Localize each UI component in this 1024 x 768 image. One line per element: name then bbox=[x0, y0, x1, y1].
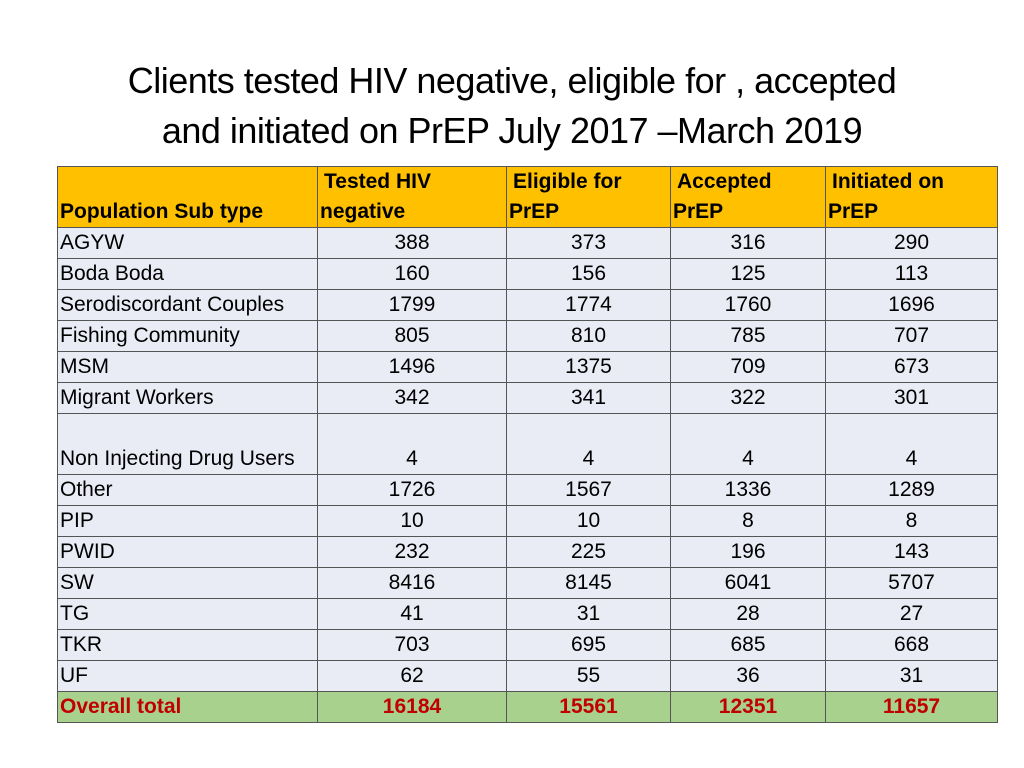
eligible-for-prep-cell: 810 bbox=[507, 321, 671, 352]
initiated-on-prep-cell: 27 bbox=[826, 599, 998, 630]
table-row bbox=[58, 599, 998, 630]
slide-title bbox=[0, 56, 1024, 156]
initiated-on-prep-cell: 668 bbox=[826, 630, 998, 661]
accepted-prep-cell: 685 bbox=[671, 630, 826, 661]
header-line-2: Population Sub type bbox=[60, 200, 263, 223]
header-line-1: Tested HIV bbox=[324, 170, 431, 193]
population-sub-type-cell: MSM bbox=[58, 352, 318, 383]
initiated-on-prep-cell: 8 bbox=[826, 506, 998, 537]
table-row bbox=[58, 414, 998, 475]
eligible-for-prep-cell: 55 bbox=[507, 661, 671, 692]
eligible-for-prep-cell: 4 bbox=[507, 414, 671, 475]
table-header-row bbox=[58, 167, 998, 228]
accepted-prep-cell: 1760 bbox=[671, 290, 826, 321]
initiated-on-prep-cell: 673 bbox=[826, 352, 998, 383]
title-line-1: Clients tested HIV negative, eligible for , accepted bbox=[127, 60, 897, 101]
accepted-prep-cell: 196 bbox=[671, 537, 826, 568]
header-line-2: PrEP bbox=[673, 200, 724, 223]
initiated-on-prep-cell: 143 bbox=[826, 537, 998, 568]
tested-hiv-negative-cell: 1799 bbox=[318, 290, 507, 321]
initiated-on-prep-cell: 1696 bbox=[826, 290, 998, 321]
tested-hiv-negative-cell: 703 bbox=[318, 630, 507, 661]
table-row bbox=[58, 506, 998, 537]
header-eligible-for-prep bbox=[507, 167, 671, 228]
tested-hiv-negative-cell: 342 bbox=[318, 383, 507, 414]
table-row bbox=[58, 352, 998, 383]
accepted-prep-cell: 322 bbox=[671, 383, 826, 414]
population-sub-type-cell: PWID bbox=[58, 537, 318, 568]
population-sub-type-cell: SW bbox=[58, 568, 318, 599]
total-initiated-on-prep: 11657 bbox=[826, 692, 998, 723]
tested-hiv-negative-cell: 41 bbox=[318, 599, 507, 630]
initiated-on-prep-cell: 5707 bbox=[826, 568, 998, 599]
header-line-2: negative bbox=[320, 200, 406, 223]
header-line-2: PrEP bbox=[828, 200, 879, 223]
accepted-prep-cell: 785 bbox=[671, 321, 826, 352]
table-row bbox=[58, 321, 998, 352]
header-tested-hiv-negative bbox=[318, 167, 507, 228]
total-eligible-for-prep: 15561 bbox=[507, 692, 671, 723]
eligible-for-prep-cell: 373 bbox=[507, 228, 671, 259]
tested-hiv-negative-cell: 160 bbox=[318, 259, 507, 290]
total-label: Overall total bbox=[58, 692, 318, 723]
table-row bbox=[58, 228, 998, 259]
population-sub-type-cell: Serodiscordant Couples bbox=[58, 290, 318, 321]
eligible-for-prep-cell: 225 bbox=[507, 537, 671, 568]
table-row bbox=[58, 259, 998, 290]
table-row bbox=[58, 568, 998, 599]
eligible-for-prep-cell: 156 bbox=[507, 259, 671, 290]
header-accepted-prep bbox=[671, 167, 826, 228]
title-line-2: and initiated on PrEP July 2017 –March 2019 bbox=[161, 110, 863, 151]
accepted-prep-cell: 316 bbox=[671, 228, 826, 259]
eligible-for-prep-cell: 8145 bbox=[507, 568, 671, 599]
accepted-prep-cell: 6041 bbox=[671, 568, 826, 599]
initiated-on-prep-cell: 113 bbox=[826, 259, 998, 290]
header-line-1: Eligible for bbox=[513, 170, 622, 193]
tested-hiv-negative-cell: 1496 bbox=[318, 352, 507, 383]
table-row bbox=[58, 630, 998, 661]
accepted-prep-cell: 709 bbox=[671, 352, 826, 383]
tested-hiv-negative-cell: 10 bbox=[318, 506, 507, 537]
tested-hiv-negative-cell: 62 bbox=[318, 661, 507, 692]
tested-hiv-negative-cell: 232 bbox=[318, 537, 507, 568]
eligible-for-prep-cell: 695 bbox=[507, 630, 671, 661]
accepted-prep-cell: 8 bbox=[671, 506, 826, 537]
eligible-for-prep-cell: 341 bbox=[507, 383, 671, 414]
eligible-for-prep-cell: 1375 bbox=[507, 352, 671, 383]
population-sub-type-cell: Fishing Community bbox=[58, 321, 318, 352]
table-row bbox=[58, 290, 998, 321]
accepted-prep-cell: 36 bbox=[671, 661, 826, 692]
prep-cascade-table bbox=[57, 166, 998, 723]
table-row bbox=[58, 383, 998, 414]
total-tested-hiv-negative: 16184 bbox=[318, 692, 507, 723]
initiated-on-prep-cell: 31 bbox=[826, 661, 998, 692]
header-population-sub-type bbox=[58, 167, 318, 228]
tested-hiv-negative-cell: 388 bbox=[318, 228, 507, 259]
accepted-prep-cell: 28 bbox=[671, 599, 826, 630]
initiated-on-prep-cell: 290 bbox=[826, 228, 998, 259]
initiated-on-prep-cell: 4 bbox=[826, 414, 998, 475]
eligible-for-prep-cell: 1774 bbox=[507, 290, 671, 321]
accepted-prep-cell: 125 bbox=[671, 259, 826, 290]
eligible-for-prep-cell: 31 bbox=[507, 599, 671, 630]
tested-hiv-negative-cell: 4 bbox=[318, 414, 507, 475]
initiated-on-prep-cell: 707 bbox=[826, 321, 998, 352]
accepted-prep-cell: 1336 bbox=[671, 475, 826, 506]
total-accepted-prep: 12351 bbox=[671, 692, 826, 723]
tested-hiv-negative-cell: 1726 bbox=[318, 475, 507, 506]
accepted-prep-cell: 4 bbox=[671, 414, 826, 475]
tested-hiv-negative-cell: 805 bbox=[318, 321, 507, 352]
population-sub-type-cell: Non Injecting Drug Users bbox=[58, 414, 318, 475]
initiated-on-prep-cell: 1289 bbox=[826, 475, 998, 506]
population-sub-type-cell: TG bbox=[58, 599, 318, 630]
eligible-for-prep-cell: 1567 bbox=[507, 475, 671, 506]
header-line-2: PrEP bbox=[509, 200, 560, 223]
eligible-for-prep-cell: 10 bbox=[507, 506, 671, 537]
population-sub-type-cell: Migrant Workers bbox=[58, 383, 318, 414]
header-line-1: Initiated on bbox=[832, 170, 944, 193]
population-sub-type-cell: TKR bbox=[58, 630, 318, 661]
table-row bbox=[58, 661, 998, 692]
population-sub-type-cell: AGYW bbox=[58, 228, 318, 259]
tested-hiv-negative-cell: 8416 bbox=[318, 568, 507, 599]
population-sub-type-cell: Other bbox=[58, 475, 318, 506]
population-sub-type-cell: Boda Boda bbox=[58, 259, 318, 290]
header-initiated-on-prep bbox=[826, 167, 998, 228]
table-row bbox=[58, 537, 998, 568]
population-sub-type-cell: UF bbox=[58, 661, 318, 692]
initiated-on-prep-cell: 301 bbox=[826, 383, 998, 414]
population-sub-type-cell: PIP bbox=[58, 506, 318, 537]
header-line-1: Accepted bbox=[677, 170, 772, 193]
table-row bbox=[58, 475, 998, 506]
table-body bbox=[58, 228, 998, 692]
overall-total-row bbox=[58, 692, 998, 723]
